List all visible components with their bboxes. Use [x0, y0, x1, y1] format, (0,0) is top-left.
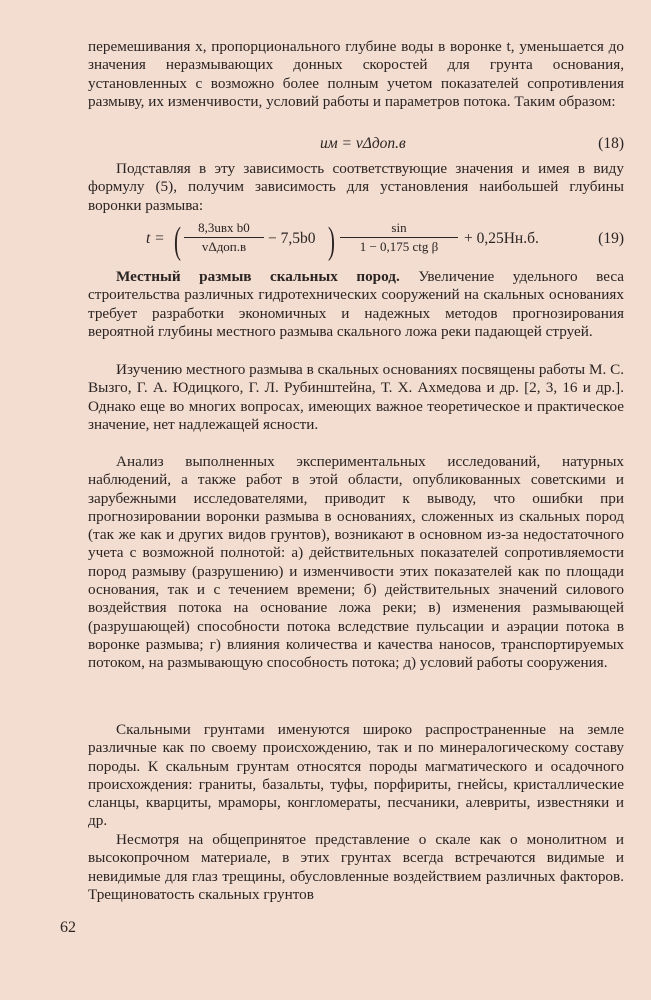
- paragraph-text: Анализ выполненных экспериментальных исследований, натурных наблюдений, а также работ в этой области, опубликованных советскими и зарубежными исследователями, приводит к выводу, что ошибки при прогнозировании воронки размыва в основаниях, сложенных из скальных пород (так же как и других видов грунтов), возникают в основном из-за недостаточного учета с возможной полнотой: а) действительных показателей сопротивляемости пород размыву (разрушению) и изменчивости этих показателей как по площади основания, так и с течением времени; б) действительных значений силового воздействия потока на основание ложа реки; в) изменения размывающей (разрушающей) способности потока вследствие пульсации и аэрации потока в воронке размыва; г) влияния количества и качества наносов, транспортируемых потоком, на размывающую способность потока; д) условий работы сооружения.: [88, 453, 624, 672]
- paragraph-text: перемешивания x, пропорционального глубине воды в воронке t, уменьшается до значения неразмывающих донных скоростей для грунта основания, установленных с возможно более полным учетом показателей сопротивления размыву, их изменчивости, условий работы и параметров потока. Таким образом:: [88, 38, 624, 110]
- paragraph-text: Несмотря на общепринятое представление о скале как о монолитном и высокопрочном материале, в этих грунтах всегда встречаются видимые и невидимые для глаз трещины, обусловленные воздействием различных факторов. Трещиноватость скальных грунтов: [88, 831, 624, 903]
- equation-18: [88, 135, 624, 157]
- equation-18-number: (18): [598, 135, 624, 152]
- fraction-2-denominator: 1 − 0,175 ctg β: [359, 239, 439, 254]
- equation-19-number: (19): [598, 230, 624, 247]
- paragraph-text: Подставляя в эту зависимость соответствующие значения и имея в виду формулу (5), получим зависимость для установления наибольшей глубины воронки размыва:: [88, 160, 624, 214]
- equation-19-plus-term: + 0,25Hн.б.: [464, 230, 539, 247]
- page-number: 62: [60, 919, 76, 936]
- fraction-1-numerator: 8,3uвх b0: [184, 220, 264, 238]
- equation-18-expression: uм = vΔдоп.в: [320, 135, 406, 152]
- paragraph-1: [88, 38, 624, 111]
- fraction-1-denominator: vΔдоп.в: [201, 239, 247, 254]
- paragraph-2: [88, 160, 624, 215]
- section-heading-body: Увеличение удельного веса строительства различных гидротехнических сооружений на скальных основаниях требует разработки экономичных и надежных методов прогнозирования вероятной глубины местного размыва скального ложа реки падающей струей.: [88, 268, 624, 340]
- equation-19-lhs: t =: [146, 230, 165, 247]
- open-paren: (: [174, 220, 181, 262]
- paragraph-text: Скальными грунтами именуются широко распространенные на земле различные как по своему происхождению, так и по минералогическому составу породы. К скальным грунтам относятся породы магматического и осадочного происхождения: граниты, базальты, туфы, порфириты, гнейсы, кристаллические сланцы, кварциты, мраморы, конгломераты, песчаники, алевриты, известняки и др.: [88, 721, 624, 830]
- paragraph-6: [88, 721, 624, 831]
- fraction-2-numerator: sin: [340, 220, 458, 238]
- fraction-1: [184, 220, 264, 255]
- paragraph-7: [88, 831, 624, 904]
- paragraph-text: Изучению местного размыва в скальных основаниях посвящены работы М. С. Вызго, Г. А. Юдицкого, Г. Л. Рубинштейна, Т. Х. Ахмедова и др. [2, 3, 16 и др.]. Однако еще во многих вопросах, имеющих важное теоретическое и практическое значение, нет надлежащей ясности.: [88, 361, 624, 433]
- fraction-2: [340, 220, 458, 255]
- paragraph-3: [88, 268, 624, 341]
- paragraph-5: [88, 453, 624, 673]
- paragraph-4: [88, 361, 624, 434]
- close-paren: ): [328, 220, 335, 262]
- paragraph-text: [88, 268, 624, 341]
- equation-19: [88, 218, 624, 270]
- equation-19-minus-term: − 7,5b0: [268, 230, 316, 247]
- section-heading: Местный размыв скальных пород.: [116, 268, 400, 285]
